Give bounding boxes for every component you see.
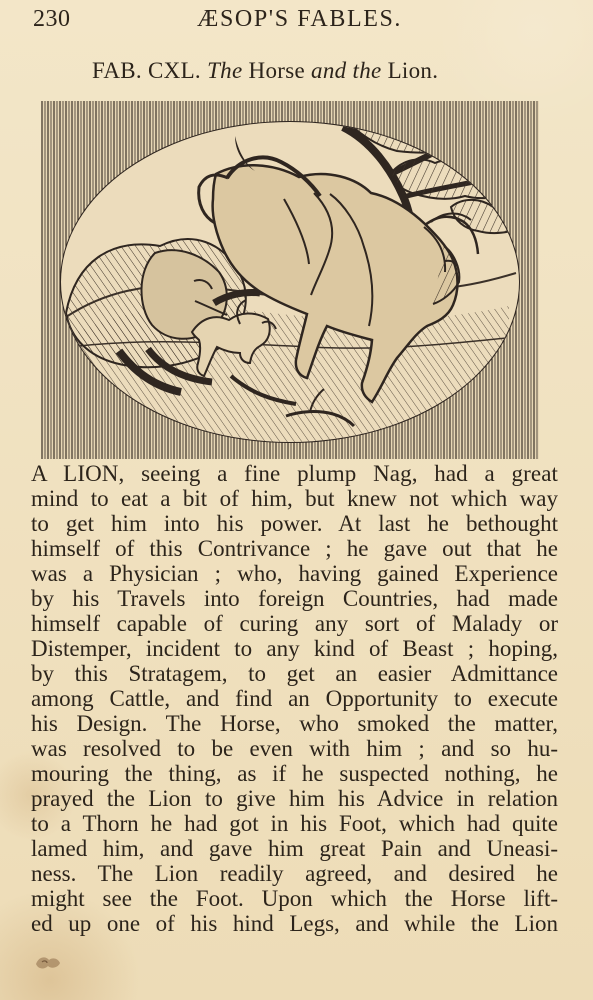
body-line-3: to get him into his power. At last he bethought	[31, 511, 558, 536]
running-head: ÆSOP'S FABLES.	[197, 6, 403, 32]
fable-title	[92, 58, 438, 84]
body-line-7: himself capable of curing any sort of Malady or	[31, 611, 558, 636]
body-line-14: prayed the Lion to give him his Advice in relation	[31, 786, 558, 811]
body-line-12: was resolved to be even with him ; and so hu-	[31, 736, 558, 761]
fable-title-and: and	[311, 58, 347, 83]
body-line-16: lamed him, and gave him great Pain and Uneasi-	[31, 836, 558, 861]
fable-title-the-2: the	[352, 58, 382, 83]
body-line-2: mind to eat a bit of him, but knew not which way	[31, 486, 558, 511]
fable-title-horse: Horse	[248, 58, 305, 83]
body-line-9: by this Stratagem, to get an easier Admittance	[31, 661, 558, 686]
body-line-15: to a Thorn he had got in his Foot, which had quite	[31, 811, 558, 836]
fable-title-prefix: FAB. CXL.	[92, 58, 201, 83]
body-line-19: ed up one of his hind Legs, and while the Lion	[31, 911, 558, 936]
body-line-6: by his Travels into foreign Countries, had made	[31, 586, 558, 611]
fable-title-lion: Lion.	[387, 58, 439, 83]
body-line-4: himself of this Contrivance ; he gave out that he	[31, 536, 558, 561]
page-number: 230	[33, 6, 71, 32]
fable-title-the-1: The	[207, 58, 243, 83]
body-line-8: Distemper, incident to any kind of Beast ; hoping,	[31, 636, 558, 661]
body-line-18: might see the Foot. Upon which the Horse lift-	[31, 886, 558, 911]
page-header	[10, 6, 583, 32]
woodcut-horse-lion-icon	[41, 101, 539, 459]
body-line-5: was a Physician ; who, having gained Experience	[31, 561, 558, 586]
body-line-1: A LION, seeing a fine plump Nag, had a great	[31, 461, 558, 486]
body-line-11: his Design. The Horse, who smoked the matter,	[31, 711, 558, 736]
body-line-13: mouring the thing, as if he suspected nothing, he	[31, 761, 558, 786]
body-line-10: among Cattle, and find an Opportunity to execute	[31, 686, 558, 711]
woodcut-horse-lion-illustration	[41, 101, 539, 459]
ink-stain-icon	[34, 952, 62, 972]
fable-body	[31, 461, 558, 936]
body-line-17: ness. The Lion readily agreed, and desired he	[31, 861, 558, 886]
